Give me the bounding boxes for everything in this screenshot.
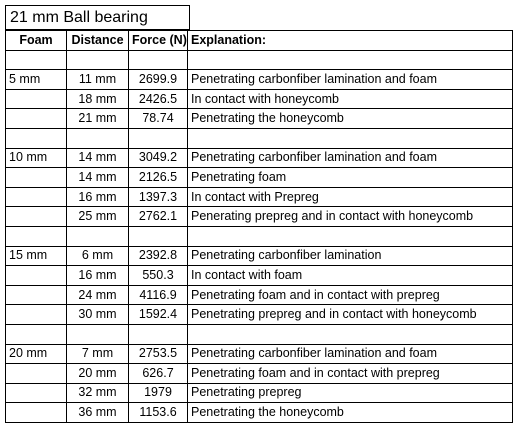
foam-cell — [6, 305, 67, 325]
distance-cell: 14 mm — [67, 148, 129, 168]
empty-cell — [129, 324, 188, 344]
table-row — [6, 364, 513, 384]
header-row — [6, 31, 513, 51]
table-row — [6, 266, 513, 286]
force-cell: 78.74 — [129, 109, 188, 129]
force-cell: 1592.4 — [129, 305, 188, 325]
explanation-cell: Penetrating the honeycomb — [188, 403, 513, 423]
force-cell: 1979 — [129, 383, 188, 403]
foam-cell: 10 mm — [6, 148, 67, 168]
table-row — [6, 285, 513, 305]
explanation-cell: Penetrating prepreg — [188, 383, 513, 403]
explanation-cell: Penetrating foam — [188, 168, 513, 188]
header-distance: Distance — [67, 31, 129, 51]
foam-cell: 20 mm — [6, 344, 67, 364]
foam-cell — [6, 383, 67, 403]
distance-cell: 36 mm — [67, 403, 129, 423]
empty-cell — [188, 128, 513, 148]
force-cell: 2426.5 — [129, 89, 188, 109]
table-row — [6, 168, 513, 188]
distance-cell: 14 mm — [67, 168, 129, 188]
force-cell: 1153.6 — [129, 403, 188, 423]
distance-cell: 20 mm — [67, 364, 129, 384]
table-row — [6, 70, 513, 90]
header-foam: Foam — [6, 31, 67, 51]
explanation-cell: Penetrating the honeycomb — [188, 109, 513, 129]
explanation-cell: Penetrating prepreg and in contact with honeycomb — [188, 305, 513, 325]
force-cell: 1397.3 — [129, 187, 188, 207]
spacer-row — [6, 324, 513, 344]
header-force: Force (N) — [129, 31, 188, 51]
table-row — [6, 89, 513, 109]
foam-cell — [6, 207, 67, 227]
empty-cell — [67, 128, 129, 148]
empty-cell — [67, 324, 129, 344]
table-row — [6, 246, 513, 266]
explanation-cell: Penetrating foam and in contact with prepreg — [188, 364, 513, 384]
table-title: 21 mm Ball bearing — [5, 5, 190, 30]
empty-cell — [67, 226, 129, 246]
empty-cell — [129, 226, 188, 246]
force-cell: 2762.1 — [129, 207, 188, 227]
header-explanation: Explanation: — [188, 31, 513, 51]
explanation-cell: Penetrating foam and in contact with prepreg — [188, 285, 513, 305]
explanation-cell: Penetrating carbonfiber lamination — [188, 246, 513, 266]
distance-cell: 7 mm — [67, 344, 129, 364]
table-row — [6, 148, 513, 168]
empty-cell — [6, 226, 67, 246]
foam-cell — [6, 89, 67, 109]
empty-cell — [188, 226, 513, 246]
results-table — [5, 30, 513, 423]
force-cell: 3049.2 — [129, 148, 188, 168]
explanation-cell: Penetrating carbonfiber lamination and foam — [188, 344, 513, 364]
distance-cell: 18 mm — [67, 89, 129, 109]
table-row — [6, 305, 513, 325]
distance-cell: 32 mm — [67, 383, 129, 403]
table-row — [6, 187, 513, 207]
explanation-cell: Penerating prepreg and in contact with honeycomb — [188, 207, 513, 227]
empty-cell — [188, 50, 513, 70]
force-cell: 4116.9 — [129, 285, 188, 305]
table-body — [6, 50, 513, 422]
foam-cell — [6, 266, 67, 286]
explanation-cell: In contact with foam — [188, 266, 513, 286]
foam-cell — [6, 187, 67, 207]
distance-cell: 11 mm — [67, 70, 129, 90]
force-cell: 2392.8 — [129, 246, 188, 266]
force-cell: 2126.5 — [129, 168, 188, 188]
empty-cell — [67, 50, 129, 70]
table-row — [6, 344, 513, 364]
distance-cell: 24 mm — [67, 285, 129, 305]
spacer-row — [6, 226, 513, 246]
foam-cell: 15 mm — [6, 246, 67, 266]
foam-cell — [6, 109, 67, 129]
empty-cell — [6, 128, 67, 148]
empty-cell — [6, 324, 67, 344]
table-row — [6, 403, 513, 423]
distance-cell: 25 mm — [67, 207, 129, 227]
empty-cell — [6, 50, 67, 70]
explanation-cell: Penetrating carbonfiber lamination and foam — [188, 148, 513, 168]
distance-cell: 21 mm — [67, 109, 129, 129]
force-cell: 2699.9 — [129, 70, 188, 90]
foam-cell — [6, 285, 67, 305]
spacer-row — [6, 50, 513, 70]
distance-cell: 16 mm — [67, 187, 129, 207]
force-cell: 2753.5 — [129, 344, 188, 364]
empty-cell — [188, 324, 513, 344]
explanation-cell: In contact with honeycomb — [188, 89, 513, 109]
distance-cell: 6 mm — [67, 246, 129, 266]
foam-cell — [6, 168, 67, 188]
foam-cell — [6, 364, 67, 384]
foam-cell: 5 mm — [6, 70, 67, 90]
table-row — [6, 383, 513, 403]
force-cell: 626.7 — [129, 364, 188, 384]
spacer-row — [6, 128, 513, 148]
empty-cell — [129, 128, 188, 148]
distance-cell: 16 mm — [67, 266, 129, 286]
table-row — [6, 109, 513, 129]
distance-cell: 30 mm — [67, 305, 129, 325]
table-row — [6, 207, 513, 227]
explanation-cell: Penetrating carbonfiber lamination and foam — [188, 70, 513, 90]
empty-cell — [129, 50, 188, 70]
explanation-cell: In contact with Prepreg — [188, 187, 513, 207]
force-cell: 550.3 — [129, 266, 188, 286]
foam-cell — [6, 403, 67, 423]
